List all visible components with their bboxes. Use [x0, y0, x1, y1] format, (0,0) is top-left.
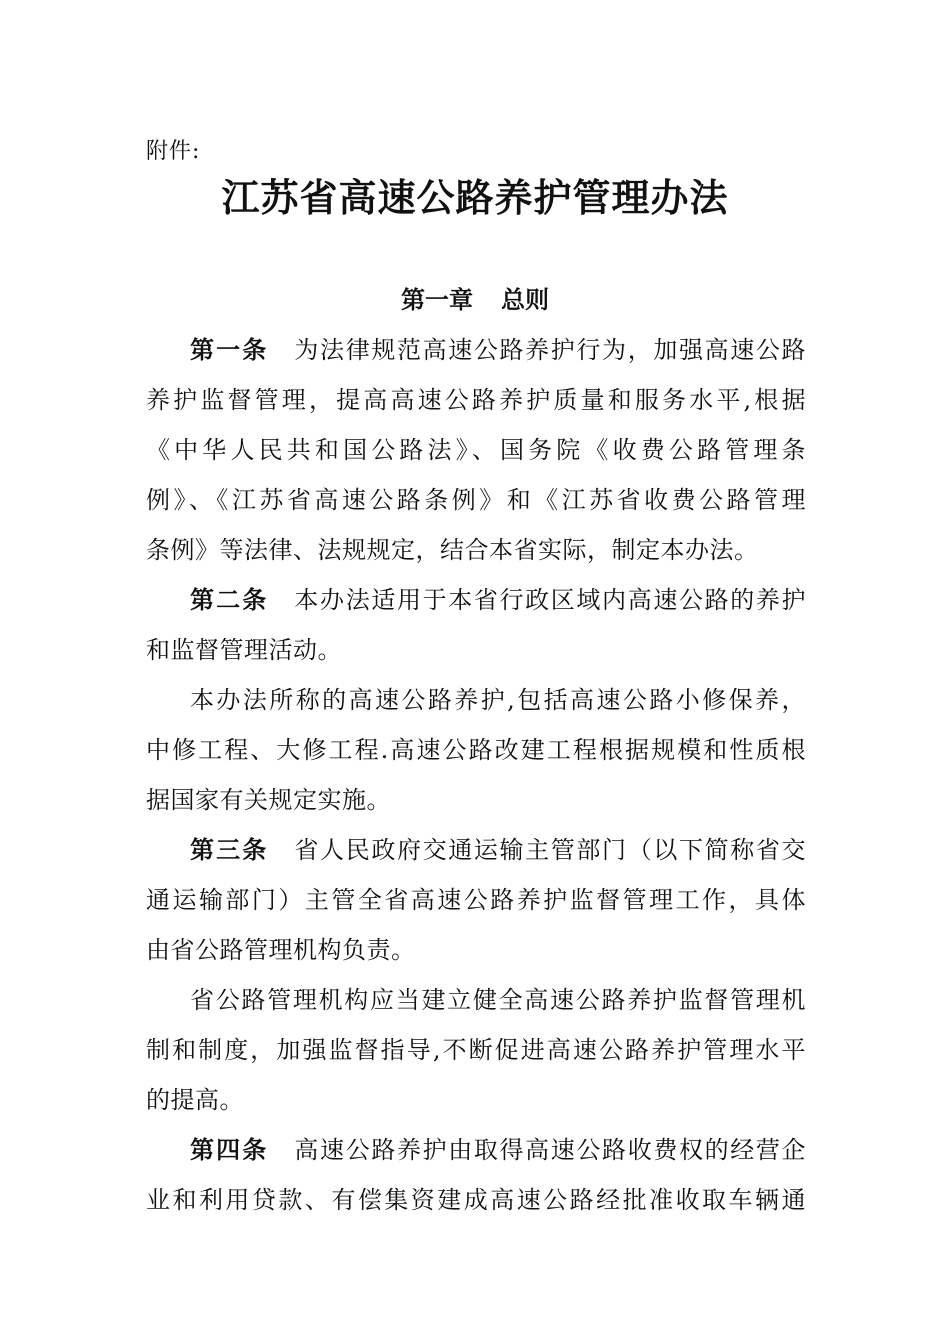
article-2-para2-line-3: 据国家有关规定实施。 — [146, 786, 391, 814]
attachment-label: 附件: — [146, 139, 201, 164]
article-1-line-2: 养护监督管理，提高高速公路养护质量和服务水平,根据 — [146, 386, 806, 414]
chapter-heading — [0, 280, 950, 320]
article-3-text-1: 省人民政府交通运输主管部门（以下简称省交 — [294, 836, 807, 864]
article-1-line-4: 例》、《江苏省高速公路条例》和《江苏省收费公路管理 — [146, 486, 806, 514]
chapter-number: 第一章 — [401, 286, 473, 314]
document-title: 江苏省高速公路养护管理办法 — [221, 175, 729, 220]
article-3-para2-line-1: 省公路管理机构应当建立健全高速公路养护监督管理机 — [190, 986, 806, 1014]
article-2-line-2: 和监督管理活动。 — [146, 636, 342, 664]
article-4-line-2: 业和利用贷款、有偿集资建成高速公路经批准收取车辆通 — [146, 1186, 806, 1214]
chapter-name: 总则 — [501, 286, 549, 314]
article-1-line-3: 《中华人民共和国公路法》、国务院《收费公路管理条 — [146, 436, 806, 464]
article-2-label: 第二条 — [190, 586, 269, 614]
article-3-line-2: 通运输部门）主管全省高速公路养护监督管理工作，具体 — [146, 886, 806, 914]
article-4-line-1 — [146, 1126, 806, 1176]
article-2-text-1: 本办法适用于本省行政区域内高速公路的养护 — [294, 586, 807, 614]
article-3-para2-line-2: 制和制度，加强监督指导,不断促进高速公路养护管理水平 — [146, 1036, 806, 1064]
article-2-para2-line-2: 中修工程、大修工程.高速公路改建工程根据规模和性质根 — [146, 736, 806, 764]
article-2-para2-line-1: 本办法所称的高速公路养护,包括高速公路小修保养， — [190, 686, 806, 714]
article-3-line-1 — [146, 826, 806, 876]
article-3-para2-line-3: 的提高。 — [146, 1086, 244, 1114]
article-3-line-3: 由省公路管理机构负责。 — [146, 936, 416, 964]
article-2-line-1 — [146, 576, 806, 626]
article-1-line-1 — [146, 326, 806, 376]
article-1-text-1: 为法律规范高速公路养护行为，加强高速公路 — [294, 336, 807, 364]
article-4-text-1: 高速公路养护由取得高速公路收费权的经营企 — [294, 1136, 807, 1164]
article-1-label: 第一条 — [190, 336, 269, 364]
article-4-label: 第四条 — [190, 1136, 269, 1164]
article-3-label: 第三条 — [190, 836, 269, 864]
document-body — [146, 326, 806, 1226]
article-1-line-5: 条例》等法律、法规规定，结合本省实际，制定本办法。 — [146, 536, 759, 564]
